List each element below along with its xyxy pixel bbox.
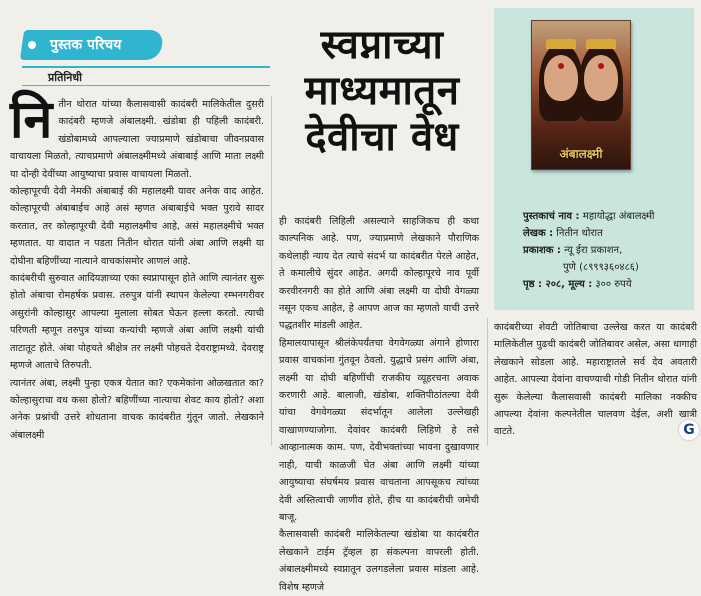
paragraph: ही कादंबरी लिहिली असल्याने साहजिकच ही कथा काल्पनिक आहे. पण, ज्याप्रमाणे लेखकाने पौराणिक कथेलाही न्याय देत त्याचे संदर्भ या कादंबरीत पेरले आहेत, ते कमालीचे सुंदर आहेत. अगदी कोल्हापूरचे नाव पूर्वी करवीरनगरी का होते आणि अंबा लक्ष्मी या दोघी वेगळ्या नसून एकच आहेत, हे आपण आज का म्हणतो याची उत्तरे पद्धतशीर मांडली आहेत. <box>279 216 479 332</box>
book-detail-row <box>523 242 693 259</box>
column-divider <box>271 96 272 446</box>
article-column-1 <box>10 90 264 444</box>
book-detail-row <box>523 276 693 293</box>
paragraph-text: तीन थोरात यांच्या कैलासवासी कादंबरी मालिकेतील दुसरी कादंबरी म्हणजे अंबालक्ष्मी. खंडोबा ही पहिली कादंबरी. खंडोबामध्ये आपल्याला ज्याप्रमाणे खंडोबाचा जीवनप्रवास वाचायला मिळतो, त्याचप्रमाणे अंबालक्ष्मीमध्ये अंबाबाई आणि माता लक्ष्मी या दोन्ही देवींच्या आयुष्याचा प्रवास वाचायला मिळतो. <box>10 99 264 180</box>
detail-key: पृष्ठ : २०८, मूल्य : <box>523 279 593 290</box>
byline: प्रतिनिधी <box>22 66 270 86</box>
headline: स्वप्नाच्या माध्यमातून देवीचा वेध <box>304 22 460 160</box>
cover-figure-face <box>544 55 578 101</box>
publisher-logo-icon: G <box>679 420 699 440</box>
section-tab-dot <box>28 41 36 49</box>
section-tab <box>22 30 162 60</box>
detail-value: नितीन थोरात <box>553 228 603 239</box>
book-detail-row <box>523 259 693 276</box>
paragraph <box>10 90 264 183</box>
cover-title: अंबालक्ष्मी <box>559 147 603 161</box>
book-detail-row <box>523 208 693 225</box>
section-label: पुस्तक परिचय <box>50 37 122 53</box>
book-cover-image <box>531 20 631 170</box>
cover-crown <box>546 39 576 49</box>
article-column-2 <box>279 213 479 596</box>
column-divider <box>487 318 488 446</box>
paragraph: कोल्हापूरची देवी नेमकी अंबाबाई की महालक्ष्मी यावर अनेक वाद आहेत. कोल्हापूरची अंबाबाईच आहे असं म्हणत अंबाबाईचे भक्त पुरावे सादर करतात, तर कोल्हापूरची देवी महालक्ष्मीच आहे, असं महालक्ष्मीचे भक्त म्हणतात. या वादात न पडता नितीन थोरात यांनी अंबा आणि लक्ष्मी या दोघीना बहिणींच्या नात्याने वाचकांसमोर आणलं आहे. <box>10 186 264 267</box>
detail-value: ३०० रुपये <box>592 279 632 290</box>
detail-value: न्यू ईरा प्रकाशन, <box>560 245 623 256</box>
detail-key: प्रकाशक : <box>523 245 561 256</box>
article-column-3 <box>494 319 697 441</box>
detail-value: महायोद्धा अंबालक्ष्मी <box>579 211 655 222</box>
book-detail-row <box>523 225 693 242</box>
dropcap: नि <box>10 90 53 150</box>
book-details <box>523 208 693 293</box>
cover-crown <box>586 39 616 49</box>
cover-forehead-mark <box>558 63 564 69</box>
detail-key: पुस्तकाचं नाव : <box>523 211 580 222</box>
paragraph: कादंबरीच्या शेवटी जोतिबाचा उल्लेख करत या कादंबरी मालिकेतील पुढची कादंबरी जोतिबावर असेल, असा धागाही लेखकाने सोडला आहे. महाराष्ट्रातले सर्व देव अवतारी आहेत. आपल्या देवांना वाचण्याची गोडी नितीन थोरात यांनी सुरू केलेल्या कैलासवासी कादंबरी मालिका नक्कीच आपल्या देवांना कल्पनेतील चालवण देईल, अशी खात्री वाटते. <box>494 322 697 438</box>
detail-value: पुणे (८९९९३६०४८६) <box>563 262 639 273</box>
paragraph: हिमालयापासून श्रीलंकेपर्यंतचा वेगवेगळ्या अंगाने होणारा प्रवास वाचकांना गुंतवून ठेवतो. युद्धाचे प्रसंग आणि अंबा, लक्ष्मी या दोघी बहिणींची राजकीय व्यूहरचना अवाक करणारी आहे. बालाजी, खंडोबा, शक्तिपीठांतल्या देवी यांचा वेगवेगळ्या संदर्भातून आलेला उल्लेखही वाखाणण्याजोगा. देवांवर कादंबरी लिहिणे हे तसे आव्हानात्मक काम. पण, देवीभक्तांच्या भावना दुखावणार नाही, याची काळजी घेत अंबा आणि लक्ष्मी यांच्या आयुष्याचा संघर्षमय प्रवास वाचताना आपसूकच त्यांच्या देवी अस्तित्वाची जाणीव होते, हीच या कादंबरीची जमेची बाजू. <box>279 337 479 523</box>
paragraph: त्यानंतर अंबा, लक्ष्मी पुन्हा एकत्र येतात का? एकमेकांना ओळखतात का? कोल्हासुराचा वध कसा होतो? बहिणींच्या नात्याचा शेवट काय होतो? अशा अनेक प्रश्नांची उत्तरे शोधताना वाचक कादंबरीत गुंतून जातो. लेखकाने अंबालक्ष्मी <box>10 377 264 441</box>
paragraph: कैलासवासी कादंबरी मालिकेतल्या खंडोबा या कादंबरीत लेखकाने टाईम ट्रॅव्हल हा संकल्पना वापरली होती. अंबालक्ष्मीमध्ये स्वप्नातून उलगडलेला प्रवास मांडला आहे. विशेष म्हणजे <box>279 529 479 593</box>
paragraph: कादंबरीची सुरुवात आदियज्ञाच्या एका स्वप्नापासून होते आणि त्यानंतर सुरू होतो अंबाचा रोमहर्षक प्रवास. तरुपुत्र यांनी स्थापन केलेल्या रम्भनगरीवर असुरांनी कोल्हासुर आपल्या मुलाला सोबत घेऊन हल्ला करतो. त्याची परिणती म्हणून तरुपुत्र यांच्या कन्यांची म्हणजे अंबा आणि लक्ष्मी यांची ताटातूट होते. अंबा पोहचते श्रीक्षेत्र तर लक्ष्मी पोहचते देवराष्ट्रामध्ये. देवराष्ट्र म्हणजे आताचे तिरुपती. <box>10 273 264 372</box>
cover-figure-face <box>584 55 618 101</box>
detail-key: लेखक : <box>523 228 554 239</box>
cover-forehead-mark <box>598 63 604 69</box>
